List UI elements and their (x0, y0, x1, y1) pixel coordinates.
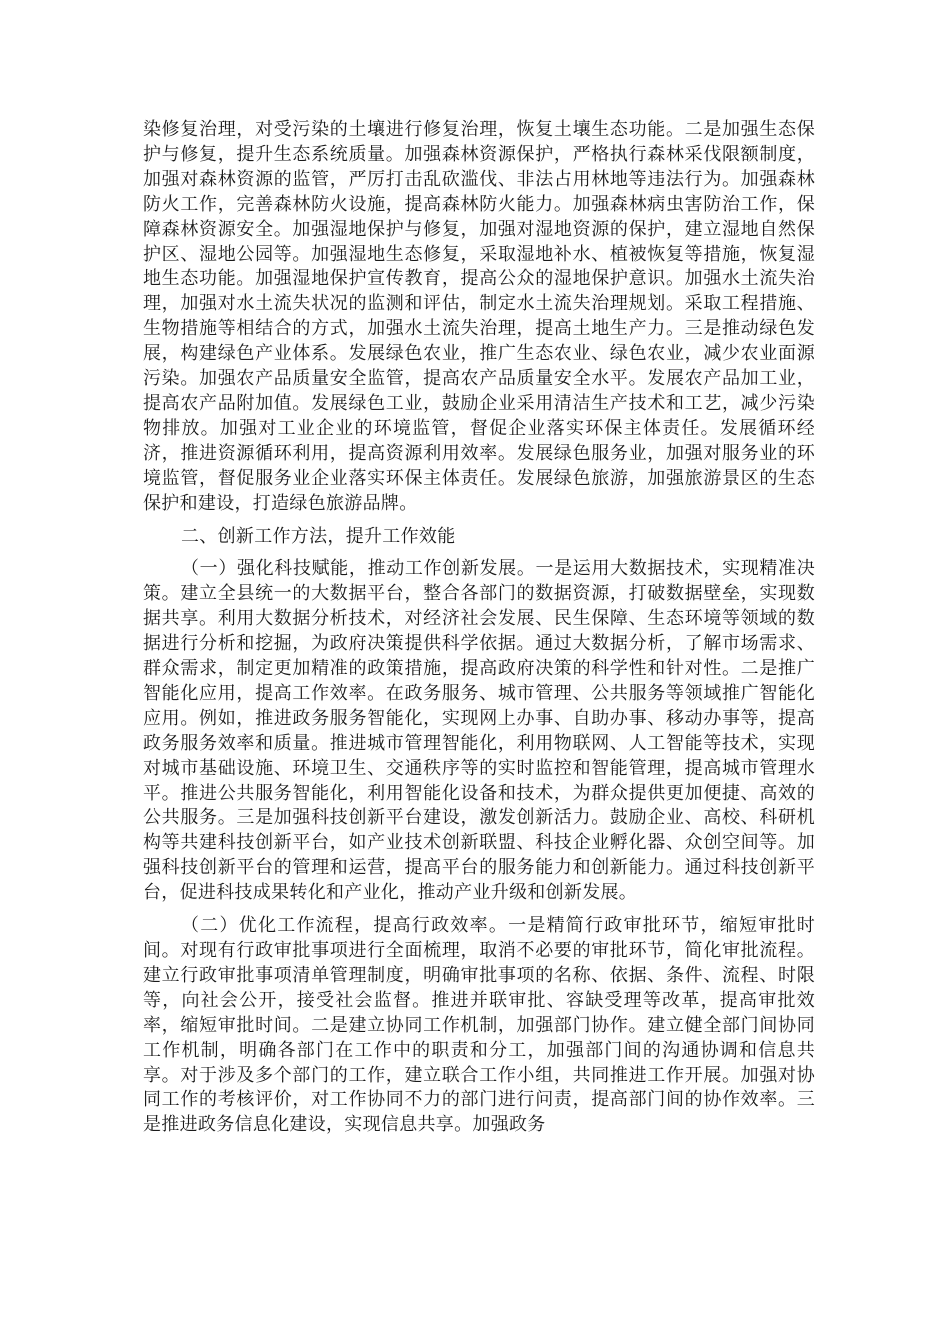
paragraph-subsection-1: （一）强化科技赋能，推动工作创新发展。一是运用大数据技术，实现精准决策。建立全县统一的大数据平台，整合各部门的数据资源，打破数据壁垒，实现数据共享。利用大数据分析技术，对经济社会发展、民生保障、生态环境等领域的数据进行分析和挖掘，为政府决策提供科学依据。通过大数据分析，了解市场需求、群众需求，制定更加精准的政策措施，提高政府决策的科学性和针对性。二是推广智能化应用，提高工作效率。在政务服务、城市管理、公共服务等领域推广智能化应用。例如，推进政务服务智能化，实现网上办事、自助办事、移动办事等，提高政务服务效率和质量。推进城市管理智能化，利用物联网、人工智能等技术，实现对城市基础设施、环境卫生、交通秩序等的实时监控和智能管理，提高城市管理水平。推进公共服务智能化，利用智能化设备和技术，为群众提供更加便捷、高效的公共服务。三是加强科技创新平台建设，激发创新活力。鼓励企业、高校、科研机构等共建科技创新平台，如产业技术创新联盟、科技企业孵化器、众创空间等。加强科技创新平台的管理和运营，提高平台的服务能力和创新能力。通过科技创新平台，促进科技成果转化和产业化，推动产业升级和创新发展。 (143, 558, 815, 904)
section-heading: 二、创新工作方法，提升工作效能 (181, 525, 456, 547)
paragraph-continuation: 染修复治理，对受污染的土壤进行修复治理，恢复土壤生态功能。二是加强生态保护与修复，提升生态系统质量。加强森林资源保护，严格执行森林采伐限额制度，加强对森林资源的监管，严厉打击乱砍滥伐、非法占用林地等违法行为。加强森林防火工作，完善森林防火设施，提高森林防火能力。加强森林病虫害防治工作，保障森林资源安全。加强湿地保护与修复，加强对湿地资源的保护，建立湿地自然保护区、湿地公园等。加强湿地生态修复，采取湿地补水、植被恢复等措施，恢复湿地生态功能。加强湿地保护宣传教育，提高公众的湿地保护意识。加强水土流失治理，加强对水土流失状况的监测和评估，制定水土流失治理规划。采取工程措施、生物措施等相结合的方式，加强水土流失治理，提高土地生产力。三是推动绿色发展，构建绿色产业体系。发展绿色农业，推广生态农业、绿色农业，减少农业面源污染。加强农产品质量安全监管，提高农产品质量安全水平。发展农产品加工业，提高农产品附加值。发展绿色工业，鼓励企业采用清洁生产技术和工艺，减少污染物排放。加强对工业企业的环境监管，督促企业落实环保主体责任。发展循环经济，推进资源循环利用，提高资源利用效率。发展绿色服务业，加强对服务业的环境监管，督促服务业企业落实环保主体责任。发展绿色旅游，加强旅游景区的生态保护和建设，打造绿色旅游品牌。 (143, 119, 815, 514)
document-page (143, 118, 815, 1138)
paragraph-subsection-2: （二）优化工作流程，提高行政效率。一是精简行政审批环节，缩短审批时间。对现有行政审批事项进行全面梳理，取消不必要的审批环节，简化审批流程。建立行政审批事项清单管理制度，明确审批事项的名称、依据、条件、流程、时限等，向社会公开，接受社会监督。推进并联审批、容缺受理等改革，提高审批效率，缩短审批时间。二是建立协同工作机制，加强部门协作。建立健全部门间协同工作机制，明确各部门在工作中的职责和分工，加强部门间的沟通协调和信息共享。对于涉及多个部门的工作，建立联合工作小组，共同推进工作开展。加强对协同工作的考核评价，对工作协同不力的部门进行问责，提高部门间的协作效率。三是推进政务信息化建设，实现信息共享。加强政务 (143, 915, 815, 1136)
